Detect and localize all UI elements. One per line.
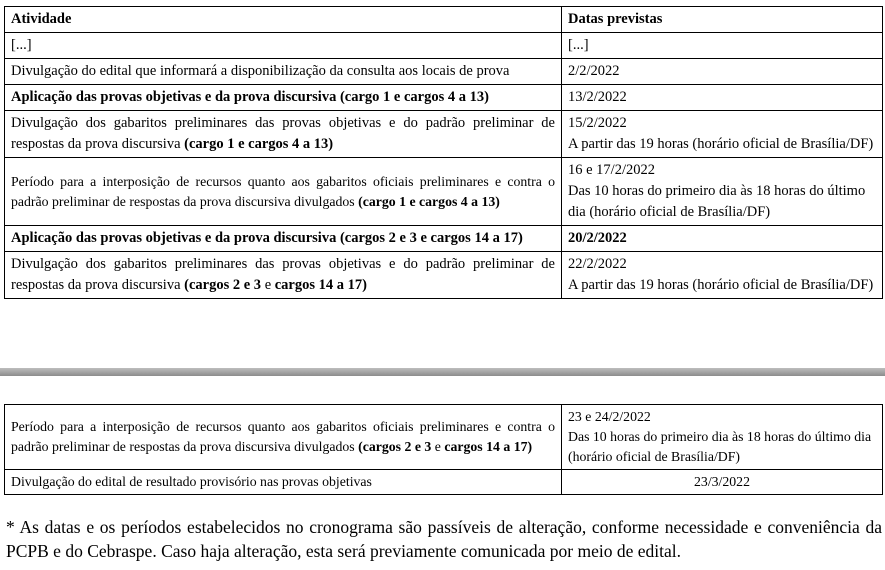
date-cell: 20/2/2022 [562,226,883,252]
date-cell: [...] [562,33,883,59]
date-cell [562,252,883,299]
table-row [5,85,883,111]
date-cell: 2/2/2022 [562,59,883,85]
page-break-divider [0,368,885,376]
date-note: Das 10 horas do primeiro dia às 18 horas do último dia (horário oficial de Brasília/DF) [568,183,866,220]
header-activity: Atividade [5,7,562,33]
date-cell [562,111,883,158]
table-row [5,405,883,470]
table-header-row [5,7,883,33]
activity-cell: [...] [5,33,562,59]
activity-text: Período para a interposição de recursos quanto aos gabaritos oficiais preliminares e contra o padrão preliminar de respostas da prova discursiva divulgados [11,173,555,209]
date-cell [562,405,883,470]
activity-cargos: (cargo 1 e cargos 4 a 13) [358,193,500,209]
activity-cargos: (cargo 1 e cargos 4 a 13) [184,136,334,152]
activity-cargos: cargos 14 a 17) [274,277,367,293]
table-row [5,470,883,495]
date-cell [562,158,883,226]
table-row [5,158,883,226]
table-row [5,226,883,252]
activity-cell: Aplicação das provas objetivas e da prova discursiva (cargo 1 e cargos 4 a 13) [5,85,562,111]
schedule-table-2 [4,404,883,495]
date-value: 23 e 24/2/2022 [568,409,651,424]
activity-cell [5,252,562,299]
activity-cell: Aplicação das provas objetivas e da prova discursiva (cargos 2 e 3 e cargos 14 a 17) [5,226,562,252]
date-cell: 13/2/2022 [562,85,883,111]
date-note: A partir das 19 horas (horário oficial de Brasília/DF) [568,136,874,152]
activity-cargos: cargos 14 a 17) [444,439,533,454]
activity-text: Divulgação dos gabaritos preliminares das provas objetivas e do padrão preliminar de respostas da prova discursiva [11,256,555,293]
activity-connector: e [261,277,275,293]
table-row [5,59,883,85]
activity-cell [5,111,562,158]
activity-cell [5,158,562,226]
activity-connector: e [431,439,445,454]
activity-cargos: (cargos 2 e 3 [358,439,432,454]
date-note: Das 10 horas do primeiro dia às 18 horas do último dia (horário oficial de Brasília/DF) [568,429,872,464]
date-value: 22/2/2022 [568,256,627,272]
date-value: 15/2/2022 [568,115,627,131]
header-dates: Datas previstas [562,7,883,33]
date-note: A partir das 19 horas (horário oficial de Brasília/DF) [568,277,874,293]
table-row [5,252,883,299]
footnote: * As datas e os períodos estabelecidos no cronograma são passíveis de alteração, conforme necessidade e conveniência da PCPB e do Cebraspe. Caso haja alteração, esta será previamente comunicada por meio de edital. [6,516,882,561]
schedule-table-1 [4,6,883,299]
activity-cell [5,405,562,470]
date-value: 16 e 17/2/2022 [568,162,655,178]
activity-cargos: (cargos 2 e 3 [184,277,262,293]
table-row [5,33,883,59]
date-cell: 23/3/2022 [562,470,883,495]
activity-text: Período para a interposição de recursos quanto aos gabaritos oficiais preliminares e contra o padrão preliminar de respostas da prova discursiva divulgados [11,419,555,454]
activity-cell: Divulgação do edital que informará a disponibilização da consulta aos locais de prova [5,59,562,85]
activity-text: Divulgação dos gabaritos preliminares das provas objetivas e do padrão preliminar de respostas da prova discursiva [11,115,555,152]
activity-cell: Divulgação do edital de resultado provisório nas provas objetivas [5,470,562,495]
table-row [5,111,883,158]
